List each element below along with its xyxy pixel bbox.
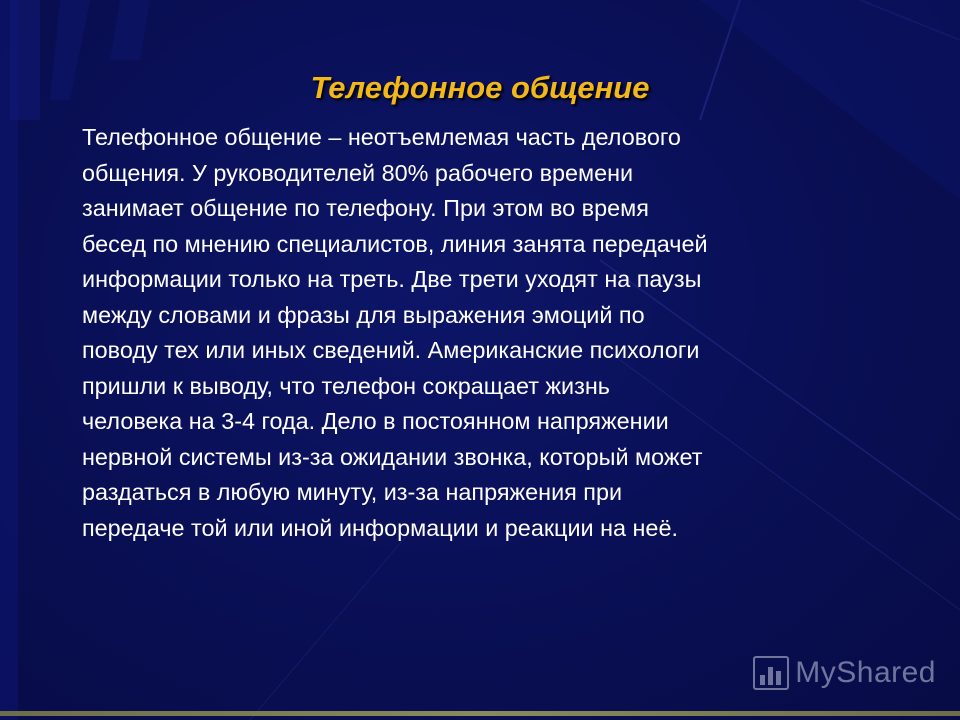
- body-line: занимает общение по телефону. При этом во время: [82, 195, 649, 221]
- slide-body-text: [82, 120, 882, 546]
- body-line: нервной системы из-за ожидании звонка, который может: [82, 443, 703, 470]
- body-line: передаче той или иной информации и реакции на неё.: [82, 514, 678, 541]
- bar-chart-icon: [751, 653, 791, 693]
- slide-title: Телефонное общение: [310, 70, 650, 105]
- body-line: поводу тех или иных сведений. Американские психологи: [82, 337, 700, 363]
- body-line: человека на 3-4 года. Дело в постоянном напряжении: [82, 408, 669, 434]
- body-line: общения. У руководителей 80% рабочего времени: [82, 159, 634, 186]
- body-line: Телефонное общение – неотъемлемая часть делового: [82, 124, 681, 150]
- watermark: [751, 652, 936, 694]
- body-line: между словами и фразы для выражения эмоций по: [82, 301, 645, 328]
- watermark-text: MyShared: [795, 656, 936, 689]
- body-line: пришли к выводу, что телефон сокращает жизнь: [82, 372, 610, 399]
- body-line: раздаться в любую минуту, из-за напряжения при: [82, 479, 623, 505]
- body-line: информации только на треть. Две трети уходят на паузы: [82, 266, 702, 292]
- bottom-accent-line: [0, 711, 960, 716]
- body-line: бесед по мнению специалистов, линия занята передачей: [82, 230, 708, 257]
